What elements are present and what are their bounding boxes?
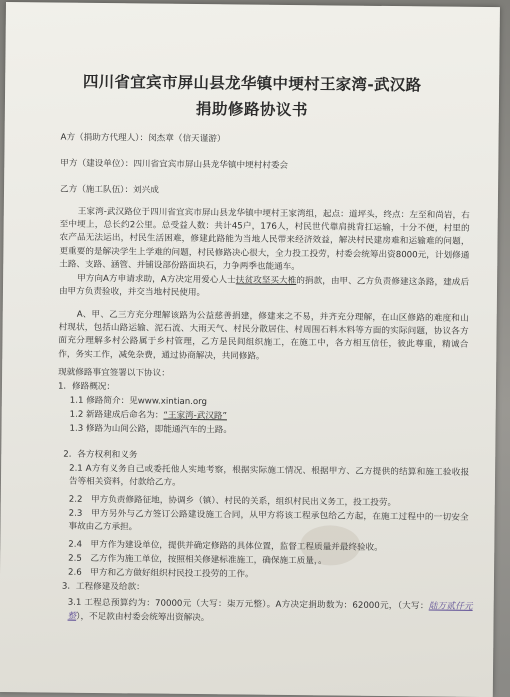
clause-3-1-text: 3.1 工程总预算约为：70000元（大写：柒万元整）。A方决定捐助数为：62000元，（大写： — [67, 597, 429, 612]
road-name: “王家湾-武汉路” — [163, 410, 228, 422]
party-a-line: A方（捐助方代理人）：闵杰章（信天谨游） — [60, 132, 226, 145]
clause-2-1: 2.1 A方有义务自己或委托他人实地考察，根据实际施工情况、根据甲方、乙方提供的结算和施工验收报告等相关资料，付款给乙方。 — [68, 463, 470, 489]
cooperation-paragraph: A、甲、乙三方充分理解该路为公益慈善捐建，修建来之不易，并齐充分理解，在山区修路的难度和山村现状，包括山路运输、泥石流、大雨天气、村民分散居住、村周围石料木料等方面的实际问题，协议各方面充分理解多村公路属于乡村管理，乙方是民间组织施工，在施工中，各方相互信任，彼此尊重，精诚合作，务实工作，减免杂费，通过协商解决，共同修路。 — [58, 309, 469, 362]
agreement-heading: 现就修路事宜签署以下协议： — [58, 367, 170, 379]
clause-2-6: 2.6 甲方和乙方做好组织村民投工投劳的工作。 — [67, 567, 254, 580]
clause-2-4: 2.4 甲方作为建设单位，提供并确定修路的具体位置，监督工程质量并最终验收。 — [68, 539, 383, 553]
party-yi-line: 乙方（施工队伍）：刘兴成 — [59, 184, 159, 196]
donor-name: 扶贫攻坚买大椎 — [235, 275, 297, 287]
clause-1-1: 1.1 修路简介：见www.xintian.org — [69, 395, 208, 408]
section-2-heading: 2．各方权利和义务 — [63, 449, 138, 461]
clause-2-2: 2.2 甲方负责修路征地，协调乡（镇）、村民的关系，组织村民出义务工，投工投劳。 — [68, 494, 397, 509]
document-title: 四川省宜宾市屏山县龙华镇中埂村王家湾-武汉路 — [82, 72, 422, 95]
clause-1-3: 1.3 修路为山间公路，即能通汽车的土路。 — [69, 423, 233, 436]
donation-intro-pre: 甲方向A方申请求助，A方决定用爱心人士 — [77, 273, 236, 286]
intro-paragraph: 王家湾-武汉路位于四川省宜宾市屏山县龙华镇中埂村王家湾组，起点：道坪头，终点：左至和尚岩，右至中埂上，总长约2公里。总受益人数：共计45户，176人，村民世代靠肩挑背扛运输，十分不便，村里的农产品无法运出，村民生活困难，修建此路能为当地人民带来经济效益，解决村民建房难和运输难的问题，更重要的是解决学生上学难的问题，村民修路决心很大，全力投工投劳，村委会统筹出资8000元，计划修通土路、支路、涵管、并铺设部份路面块石，力争两季也能通车。 — [59, 206, 470, 272]
handwritten-amount: 陆万贰仟元整 — [67, 601, 473, 622]
clause-2-5: 2.5 乙方作为施工单位，按照相关修建标准施工，确保施工质量，。 — [68, 553, 327, 567]
document-subtitle: 捐助修路协议书 — [195, 99, 308, 120]
section-1-heading: 1．修路概况： — [57, 381, 116, 393]
clause-3-1-tail: ），不足款由村委会统筹出资解决。 — [76, 611, 210, 624]
party-jia-line: 甲方（建设单位）：四川省宜宾市屏山县龙华镇中埂村村委会 — [60, 158, 289, 171]
section-3-heading: 3．工程修建及给款： — [61, 581, 145, 593]
donation-paragraph — [59, 273, 469, 304]
agreement-sheet — [0, 2, 500, 697]
donation-intro-post: 的捐款，由甲、乙方负责修建这条路，建成后由甲方负责验收，并交当地村民使用。 — [58, 276, 470, 299]
clause-1-2-label: 1.2 新路建成后命名为： — [69, 409, 164, 421]
clause-2-3: 2.3 甲方另外与乙方签订公路建设施工合同，从甲方将该工程承包给乙方起，在施工过程中的一切安全事故由乙方承担。 — [68, 508, 469, 533]
clause-3-1 — [67, 596, 472, 628]
